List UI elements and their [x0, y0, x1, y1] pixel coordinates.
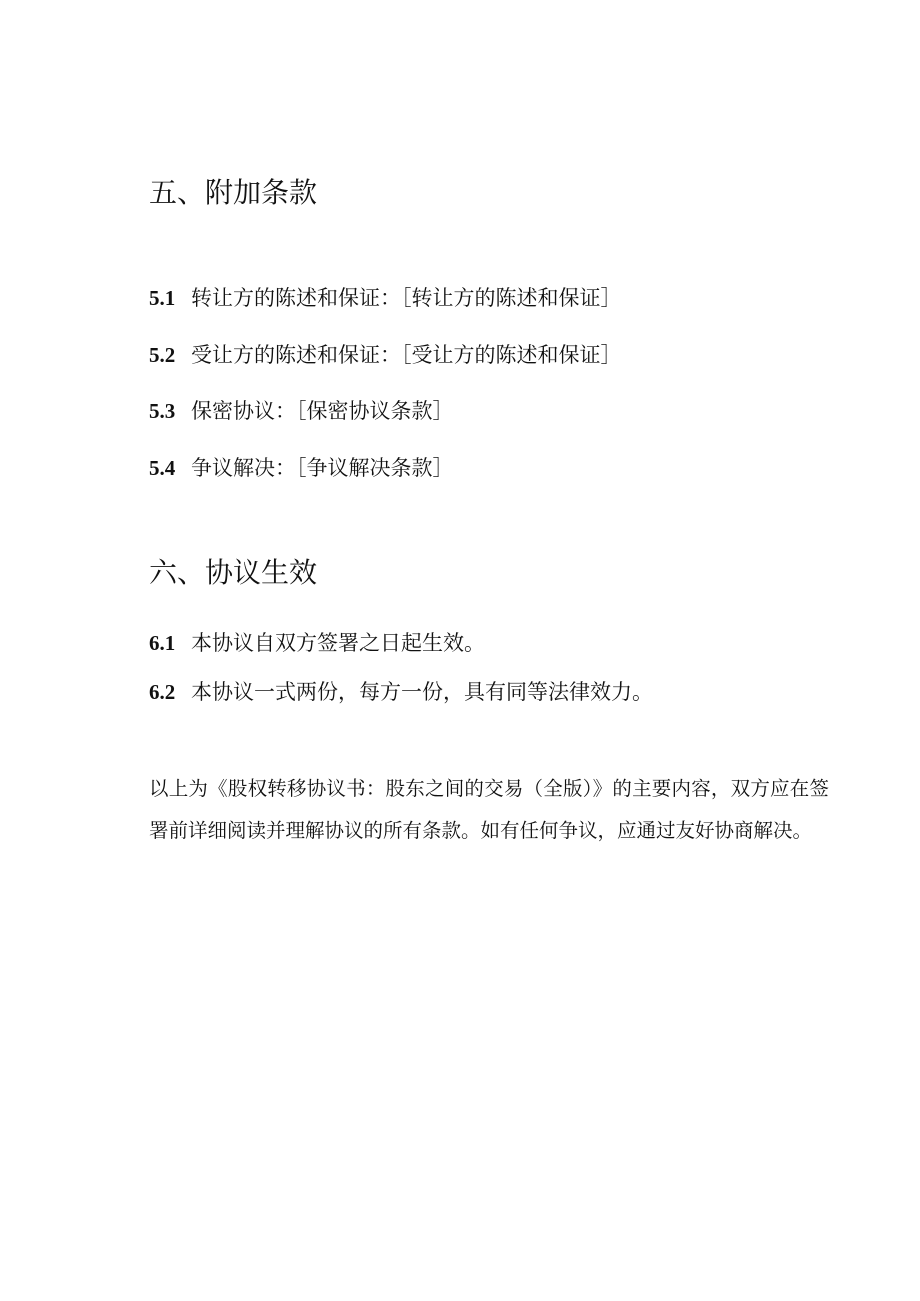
section-5-heading: 五、附加条款 [149, 176, 318, 209]
clause-6-1 [149, 628, 485, 658]
clause-number: 5.4 [149, 456, 176, 480]
clause-number: 6.2 [149, 680, 176, 704]
clause-text: 本协议一式两份，每方一份，具有同等法律效力。 [191, 680, 653, 704]
clause-text: 保密协议：［保密协议条款］ [191, 399, 454, 423]
clause-5-1 [149, 283, 622, 313]
clause-number: 6.1 [149, 631, 176, 655]
clause-5-4 [149, 453, 454, 483]
clause-number: 5.1 [149, 286, 176, 310]
clause-6-2 [149, 677, 653, 707]
clause-number: 5.2 [149, 343, 176, 367]
section-6-heading: 六、协议生效 [149, 556, 318, 589]
clause-text: 本协议自双方签署之日起生效。 [191, 631, 485, 655]
clause-text: 争议解决：［争议解决条款］ [191, 456, 454, 480]
summary-paragraph [149, 768, 829, 852]
clause-text: 转让方的陈述和保证：［转让方的陈述和保证］ [191, 286, 622, 310]
clause-text: 受让方的陈述和保证：［受让方的陈述和保证］ [191, 343, 622, 367]
clause-5-3 [149, 396, 454, 426]
clause-5-2 [149, 340, 622, 370]
clause-number: 5.3 [149, 399, 176, 423]
summary-text: 以上为《股权转移协议书：股东之间的交易（全版）》的主要内容，双方应在签署前详细阅读并理解协议的所有条款。如有任何争议，应通过友好协商解决。 [149, 777, 829, 842]
